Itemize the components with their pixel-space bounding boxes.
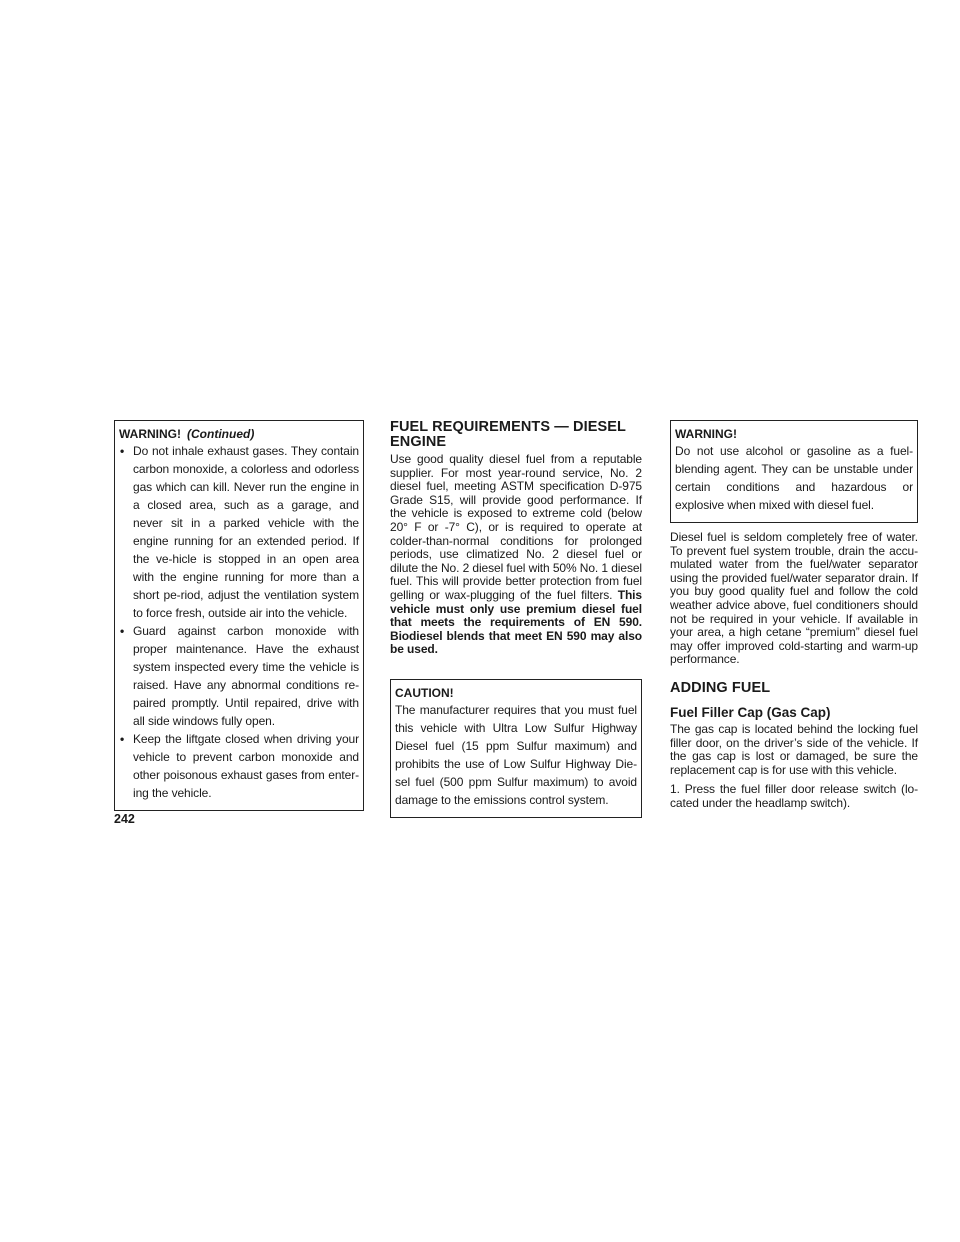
warning-continued-label: (Continued) <box>187 427 255 441</box>
bullet-text: Guard against carbon monoxide with proper maintenance. Have the exhaust system inspected every time the vehicle is raised. Have any abnormal conditions re-paired promptly. Until repaired, drive with all side windows fully open. <box>133 624 359 728</box>
bullet-text: Do not inhale exhaust gases. They contain carbon monoxide, a colorless and odorless gas which can kill. Never run the engine in a closed area, such as a garage, and never sit in a parked vehicle with the engine running for an extended period. If the ve-hicle is stopped in an open area with the engine running for more than a short pe-riod, adjust the ventilation system to force fresh, outside air into the vehicle. <box>133 444 359 620</box>
heading-line-2: ENGINE <box>390 434 447 450</box>
fuel-filler-cap-heading: Fuel Filler Cap (Gas Cap) <box>670 704 831 720</box>
warning-bullet-list <box>119 442 359 802</box>
warning-box-title <box>119 427 359 442</box>
right-column <box>670 420 918 811</box>
warning-box <box>670 420 918 523</box>
water-paragraph: Diesel fuel is seldom completely free of water. To prevent fuel system trouble, drain the accu-mulated water from the fuel/water separator using the provided fuel/water separator drain. If you buy good quality fuel and follow the cold weather advice above, fuel conditioners should not be required in your vehicle. If available in your area, a high cetane “premium” diesel fuel may offer improved cold-starting and warm-up performance. <box>670 530 918 667</box>
caution-title: CAUTION! <box>395 685 454 700</box>
middle-column <box>390 420 642 818</box>
caution-text: The manufacturer requires that you must fuel this vehicle with Ultra Low Sulfur Highway Diesel fuel (15 ppm Sulfur maximum) and prohibits the use of Low Sulfur Highway Die-sel fuel (500 ppm Sulfur maximum) to avoid damage to the emissions control system. <box>395 702 637 807</box>
warning-title: WARNING! <box>675 427 737 441</box>
warning-text: Do not use alcohol or gasoline as a fuel-blending agent. They can be unstable under certain conditions and hazardous or explosive when mixed with diesel fuel. <box>675 444 913 512</box>
step-1: 1. Press the fuel filler door release switch (lo-cated under the headlamp switch). <box>670 782 918 810</box>
warning-box-continued <box>114 420 364 811</box>
caution-box <box>390 679 642 818</box>
list-item <box>119 622 359 730</box>
bullet-text: Keep the liftgate closed when driving your vehicle to prevent carbon monoxide and other poisonous exhaust gases from enter-ing the vehicle. <box>133 732 359 800</box>
page-number: 242 <box>114 812 135 826</box>
fuel-requirements-heading <box>390 420 642 450</box>
paragraph-bold-text: This vehicle must only use premium diesel fuel that meets the requirements of EN 590. Biodiesel blends that meet EN 590 may also be used. <box>390 587 642 657</box>
list-item <box>119 730 359 802</box>
left-column <box>114 420 364 811</box>
paragraph-text: Use good quality diesel fuel from a reputable supplier. For most year-round service, No. 2 diesel fuel, meeting ASTM specification D-975 Grade S15, will provide good performance. If the vehicle is exposed to extreme cold (below 20° F or -7° C), or is required to operate at colder-than-normal conditions for prolonged periods, use climatized No. 2 diesel fuel or dilute the No. 2 diesel fuel with 50% No. 1 diesel fuel. This will provide better protection from fuel gelling or wax-plugging of the fuel filters. <box>390 452 642 602</box>
gas-cap-paragraph: The gas cap is located behind the locking fuel filler door, on the driver’s side of the vehicle. If the gas cap is lost or damaged, be sure the replacement cap is for use with this vehicle. <box>670 721 918 777</box>
bullet-icon: • <box>120 624 125 638</box>
fuel-requirements-paragraph <box>390 453 642 657</box>
warning-title: WARNING! <box>119 427 181 441</box>
bullet-icon: • <box>120 732 125 746</box>
adding-fuel-heading: ADDING FUEL <box>670 679 771 696</box>
bullet-icon: • <box>120 444 125 458</box>
heading-line-1: FUEL REQUIREMENTS — DIESEL <box>390 419 626 435</box>
list-item <box>119 442 359 622</box>
